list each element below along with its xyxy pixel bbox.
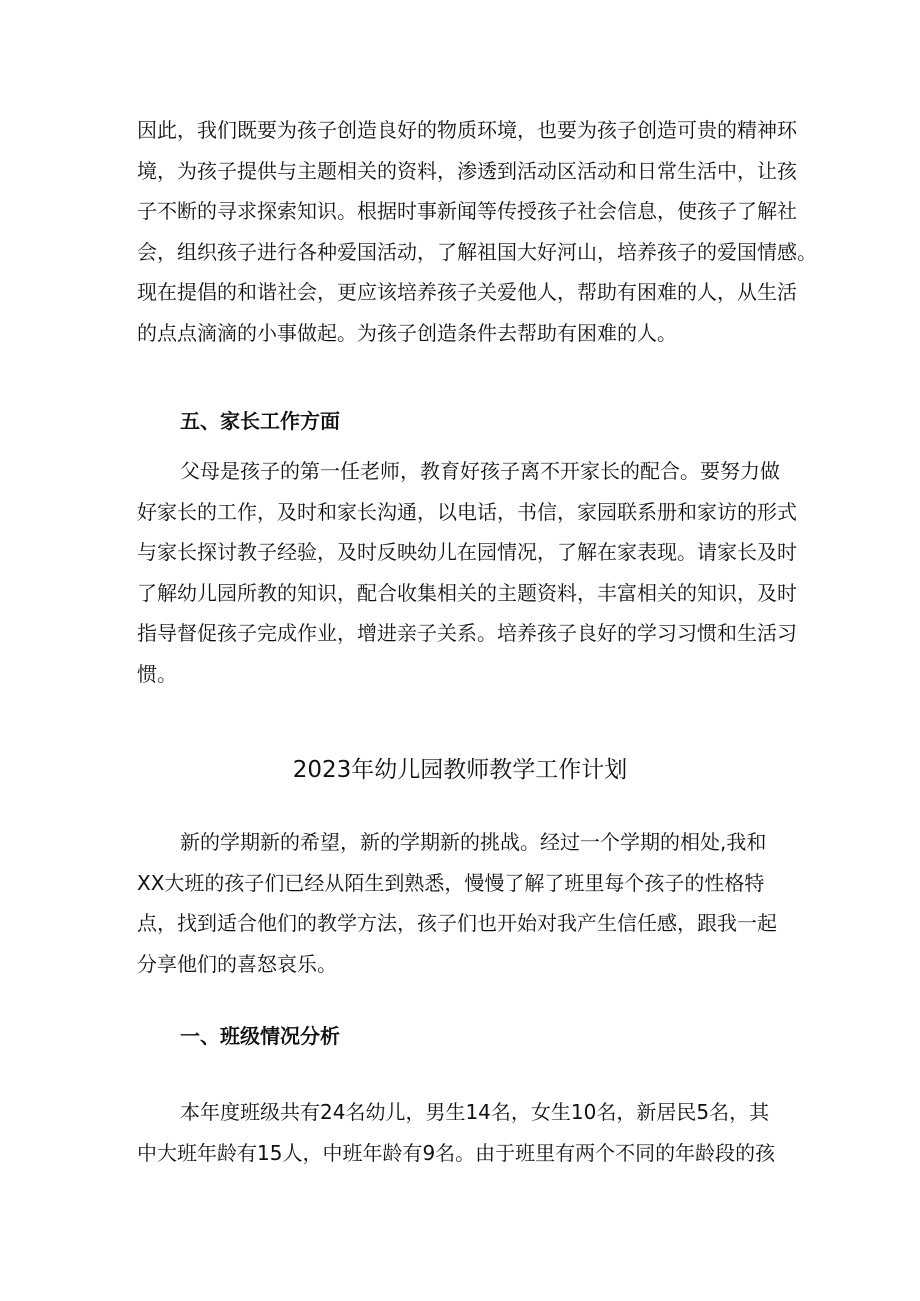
paragraph-environment [137, 110, 817, 354]
paragraph-line: 指导督促孩子完成作业，增进亲子关系。培养孩子良好的学习习惯和生活习 [137, 621, 797, 646]
section-heading-parents: 五、家长工作方面 [180, 409, 340, 433]
paragraph-line: 了解幼儿园所教的知识，配合收集相关的主题资料，丰富相关的知识，及时 [137, 580, 797, 605]
paragraph-line: 新的学期新的希望，新的学期新的挑战。经过一个学期的相处,我和 [180, 830, 767, 854]
paragraph-line: 惯。 [137, 661, 177, 686]
paragraph-line: 现在提倡的和谐社会，更应该培养孩子关爱他人，帮助有困难的人，从生活 [137, 280, 797, 305]
paragraph-line: 与家长探讨教子经验，及时反映幼儿在园情况，了解在家表现。请家长及时 [137, 540, 797, 565]
paragraph-line: 中大班年龄有15人，中班年龄有9名。由于班里有两个不同的年龄段的孩 [137, 1140, 776, 1165]
paragraph-line: 点，找到适合他们的教学方法，孩子们也开始对我产生信任感，跟我一起 [137, 911, 777, 936]
paragraph-class-analysis [137, 1092, 797, 1173]
paragraph-intro [137, 822, 797, 984]
paragraph-line: XX大班的孩子们已经从陌生到熟悉，慢慢了解了班里每个孩子的性格特 [137, 870, 765, 895]
paragraph-line: 好家长的工作，及时和家长沟通，以电话，书信，家园联系册和家访的形式 [137, 499, 797, 524]
section-heading-class-analysis: 一、班级情况分析 [180, 1024, 340, 1048]
paragraph-line: 会，组织孩子进行各种爱国活动，了解祖国大好河山，培养孩子的爱国情感。 [137, 239, 817, 264]
paragraph-line: 因此，我们既要为孩子创造良好的物质环境，也要为孩子创造可贵的精神环 [137, 118, 797, 142]
document-title: 2023年幼儿园教师教学工作计划 [292, 757, 628, 783]
paragraph-parents [137, 451, 797, 695]
paragraph-line: 父母是孩子的第一任老师，教育好孩子离不开家长的配合。要努力做 [180, 459, 780, 483]
paragraph-line: 境，为孩子提供与主题相关的资料，渗透到活动区活动和日常生活中，让孩 [137, 158, 797, 183]
paragraph-line: 的点点滴滴的小事做起。为孩子创造条件去帮助有困难的人。 [137, 320, 677, 345]
paragraph-line: 本年度班级共有24名幼儿，男生14名，女生10名，新居民5名，其 [180, 1100, 770, 1124]
paragraph-line: 子不断的寻求探索知识。根据时事新闻等传授孩子社会信息，使孩子了解社 [137, 199, 797, 224]
paragraph-line: 分享他们的喜怒哀乐。 [137, 951, 337, 976]
